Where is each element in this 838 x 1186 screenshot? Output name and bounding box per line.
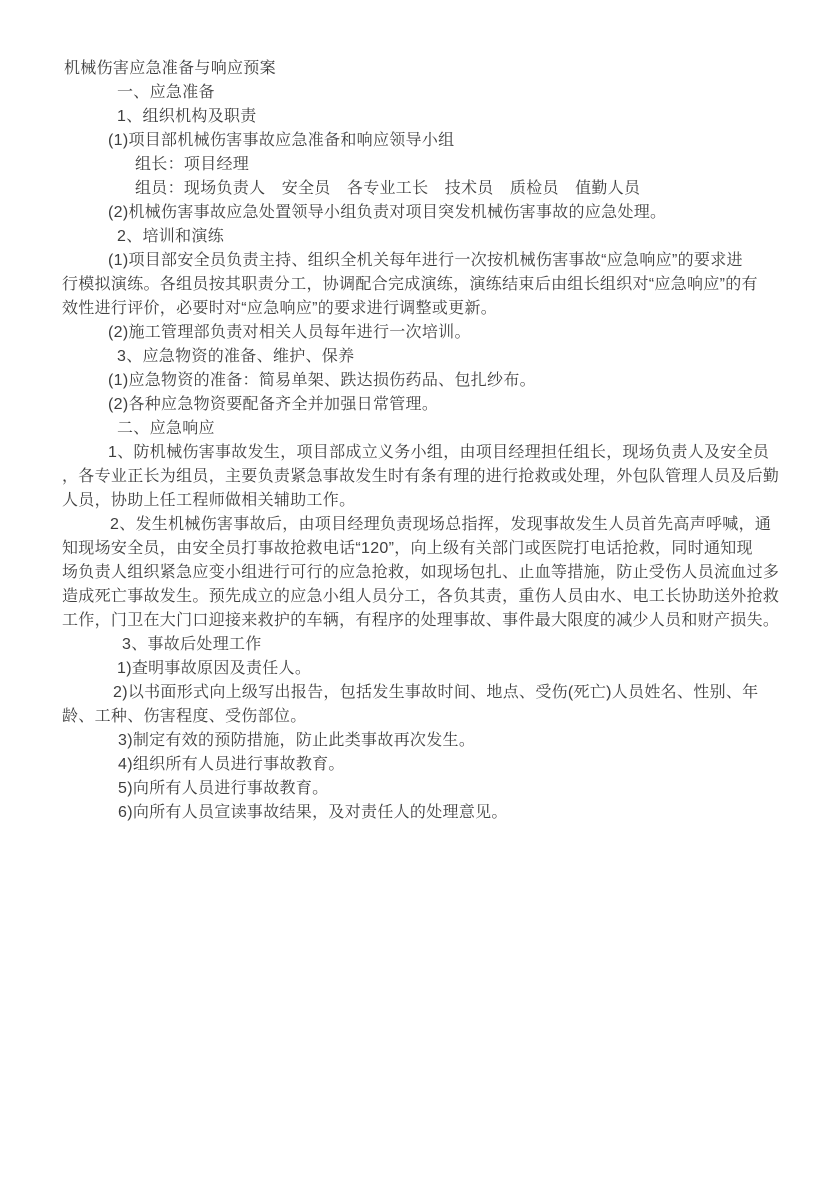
doc-line: 人员，协助上任工程师做相关辅助工作。 bbox=[62, 492, 356, 509]
doc-line: 1、防机械伤害事故发生，项目部成立义务小组，由项目经理担任组长，现场负责人及安全员 bbox=[108, 444, 770, 461]
doc-line: 组员：现场负责人 安全员 各专业工长 技术员 质检员 值勤人员 bbox=[135, 180, 641, 197]
doc-line: ，各专业正长为组员，主要负责紧急事故发生时有条有理的进行抢救或处理，外包队管理人员及后勤 bbox=[62, 468, 780, 485]
doc-line: 3、应急物资的准备、维护、保养 bbox=[117, 348, 355, 365]
doc-line: 2)以书面形式向上级写出报告，包括发生事故时间、地点、受伤(死亡)人员姓名、性别、年 bbox=[113, 684, 759, 701]
doc-line: 二、应急响应 bbox=[117, 420, 215, 437]
doc-line: 2、培训和演练 bbox=[117, 228, 224, 245]
doc-line: 场负责人组织紧急应变小组进行可行的应急抢救，如现场包扎、止血等措施，防止受伤人员流血过多 bbox=[62, 564, 780, 581]
doc-line: 龄、工种、伤害程度、受伤部位。 bbox=[62, 708, 307, 725]
doc-line: 造成死亡事故发生。预先成立的应急小组人员分工，各负其责，重伤人员由水、电工长协助送外抢救 bbox=[62, 588, 780, 605]
doc-line: (2)施工管理部负责对相关人员每年进行一次培训。 bbox=[108, 324, 471, 341]
doc-line: 行模拟演练。各组员按其职责分工，协调配合完成演练，演练结束后由组长组织对“应急响应”的有 bbox=[62, 276, 758, 293]
doc-line: 3)制定有效的预防措施，防止此类事故再次发生。 bbox=[118, 732, 476, 749]
doc-line: 3、事故后处理工作 bbox=[122, 636, 262, 653]
doc-line: 2、发生机械伤害事故后，由项目经理负责现场总指挥，发现事故发生人员首先高声呼喊，通 bbox=[110, 516, 772, 533]
doc-line: 5)向所有人员进行事故教育。 bbox=[118, 780, 329, 797]
doc-line: (2)机械伤害事故应急处置领导小组负责对项目突发机械伤害事故的应急处理。 bbox=[108, 204, 667, 221]
doc-line: 1、组织机构及职责 bbox=[117, 108, 257, 125]
document-title: 机械伤害应急准备与响应预案 bbox=[64, 60, 276, 77]
doc-line: (1)项目部机械伤害事故应急准备和响应领导小组 bbox=[108, 132, 455, 149]
doc-line: 效性进行评价，必要时对“应急响应”的要求进行调整或更新。 bbox=[62, 300, 498, 317]
doc-line: 一、应急准备 bbox=[117, 84, 215, 101]
doc-line: 知现场安全员，由安全员打事故抢救电话“120”，向上级有关部门或医院打电话抢救，同时通知现 bbox=[62, 540, 753, 557]
doc-line: (1)应急物资的准备：简易单架、跌达损伤药品、包扎纱布。 bbox=[108, 372, 536, 389]
document-body bbox=[62, 57, 778, 825]
doc-line: (1)项目部安全员负责主持、组织全机关每年进行一次按机械伤害事故“应急响应”的要求进 bbox=[108, 252, 743, 269]
doc-line: 4)组织所有人员进行事故教育。 bbox=[118, 756, 345, 773]
doc-line: (2)各种应急物资要配备齐全并加强日常管理。 bbox=[108, 396, 439, 413]
doc-line: 工作，门卫在大门口迎接来救护的车辆，有程序的处理事故、事件最大限度的减少人员和财产损失。 bbox=[62, 612, 780, 629]
doc-line: 组长：项目经理 bbox=[135, 156, 250, 173]
doc-line: 1)查明事故原因及责任人。 bbox=[117, 660, 312, 677]
doc-line: 6)向所有人员宣读事故结果，及对责任人的处理意见。 bbox=[118, 804, 508, 821]
